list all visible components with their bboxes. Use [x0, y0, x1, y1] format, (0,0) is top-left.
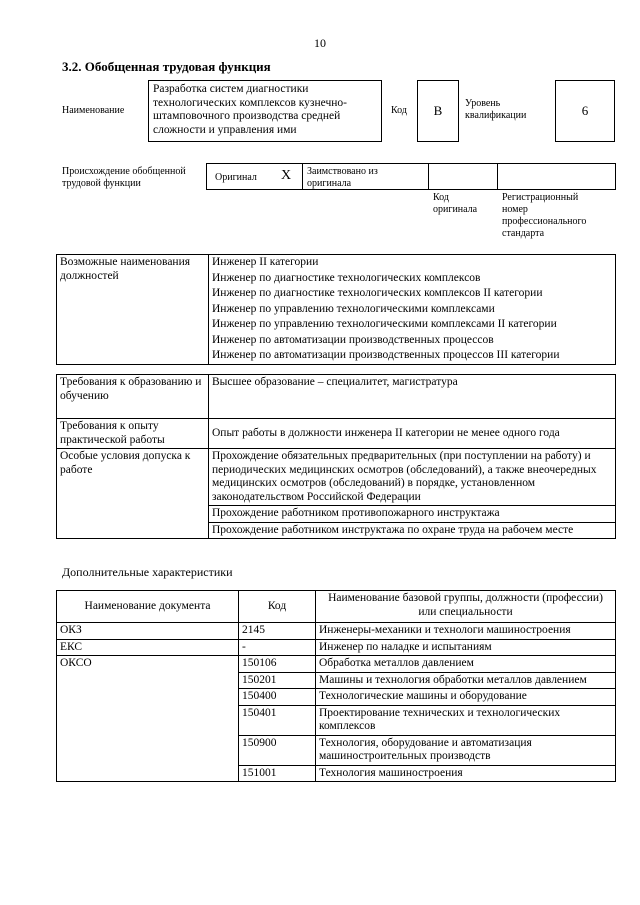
row-doc: ОКСО [57, 656, 239, 782]
origin-label: Происхождение обобщенной трудовой функции [62, 166, 186, 189]
row-name: Машины и технология обработки металлов давлением [316, 672, 616, 689]
code-value: B [417, 80, 459, 142]
positions-table [56, 254, 616, 365]
additional-table [56, 590, 616, 782]
row-name: Технология, оборудование и автоматизация машиностроительных производств [316, 735, 616, 765]
row-code: 150201 [239, 672, 316, 689]
row-name: Технология машиностроения [316, 765, 616, 782]
education-value: Высшее образование – специалитет, магистратура [209, 375, 616, 419]
position-item: Инженер по автоматизации производственных процессов III категории [212, 349, 560, 361]
row-code: 150900 [239, 735, 316, 765]
additional-title: Дополнительные характеристики [62, 565, 233, 579]
special-label: Особые условия допуска к работе [57, 449, 209, 539]
page-number: 10 [314, 36, 326, 50]
divider [497, 164, 498, 189]
divider [428, 164, 429, 189]
row-name: Инженер по наладке и испытаниям [316, 639, 616, 656]
col-name-header: Наименование базовой группы, должности (профессии) или специальности [316, 591, 616, 623]
original-label: Оригинал [215, 172, 257, 183]
position-item: Инженер по управлению технологическими комплексами II категории [212, 318, 557, 330]
code-original-caption: Код оригинала [433, 192, 478, 215]
positions-label: Возможные наименования должностей [57, 255, 209, 365]
row-name: Проектирование технических и технологических комплексов [316, 705, 616, 735]
original-mark: X [281, 168, 292, 183]
name-label: Наименование [62, 105, 125, 116]
row-code: - [239, 639, 316, 656]
position-item: Инженер по автоматизации производственных процессов [212, 333, 494, 346]
experience-label: Требования к опыту практической работы [57, 419, 209, 449]
row-name: Инженеры-механики и технологи машиностроения [316, 623, 616, 640]
col-code-header: Код [239, 591, 316, 623]
special-item: Прохождение работником противопожарного инструктажа [209, 506, 616, 523]
requirements-table [56, 374, 616, 539]
row-code: 2145 [239, 623, 316, 640]
row-name: Обработка металлов давлением [316, 656, 616, 673]
reg-number-caption: Регистрационный номер профессионального стандарта [502, 192, 587, 239]
borrowed-label: Заимствовано из оригинала [307, 166, 378, 189]
origin-box [206, 163, 616, 190]
code-label: Код [391, 105, 407, 116]
position-item: Инженер по диагностике технологических комплексов [212, 271, 481, 284]
level-value: 6 [555, 80, 615, 142]
positions-cell [209, 255, 616, 365]
row-code: 150401 [239, 705, 316, 735]
row-code: 151001 [239, 765, 316, 782]
experience-value: Опыт работы в должности инженера II категории не менее одного года [209, 419, 616, 449]
special-item: Прохождение работником инструктажа по охране труда на рабочем месте [209, 522, 616, 539]
row-doc: ОКЗ [57, 623, 239, 640]
position-item: Инженер по управлению технологическими комплексами [212, 302, 495, 315]
position-item: Инженер II категории [212, 256, 319, 268]
row-code: 150106 [239, 656, 316, 673]
position-item: Инженер по диагностике технологических комплексов II категории [212, 287, 543, 299]
row-code: 150400 [239, 689, 316, 706]
level-label: Уровень квалификации [465, 98, 527, 121]
divider [302, 164, 303, 189]
education-label: Требования к образованию и обучению [57, 375, 209, 419]
section-title: 3.2. Обобщенная трудовая функция [62, 59, 271, 74]
row-name: Технологические машины и оборудование [316, 689, 616, 706]
col-doc-header: Наименование документа [57, 591, 239, 623]
row-doc: ЕКС [57, 639, 239, 656]
special-item: Прохождение обязательных предварительных (при поступлении на работу) и периодических медицинских осмотров (обследований), а также внеочередных медицинских осмотров (обследований) в порядке, установленном законодательством Российской Федерации [209, 449, 616, 506]
name-value: Разработка систем диагностики технологических комплексов кузнечно-штамповочного производства средней сложности и управления ими [148, 80, 382, 142]
